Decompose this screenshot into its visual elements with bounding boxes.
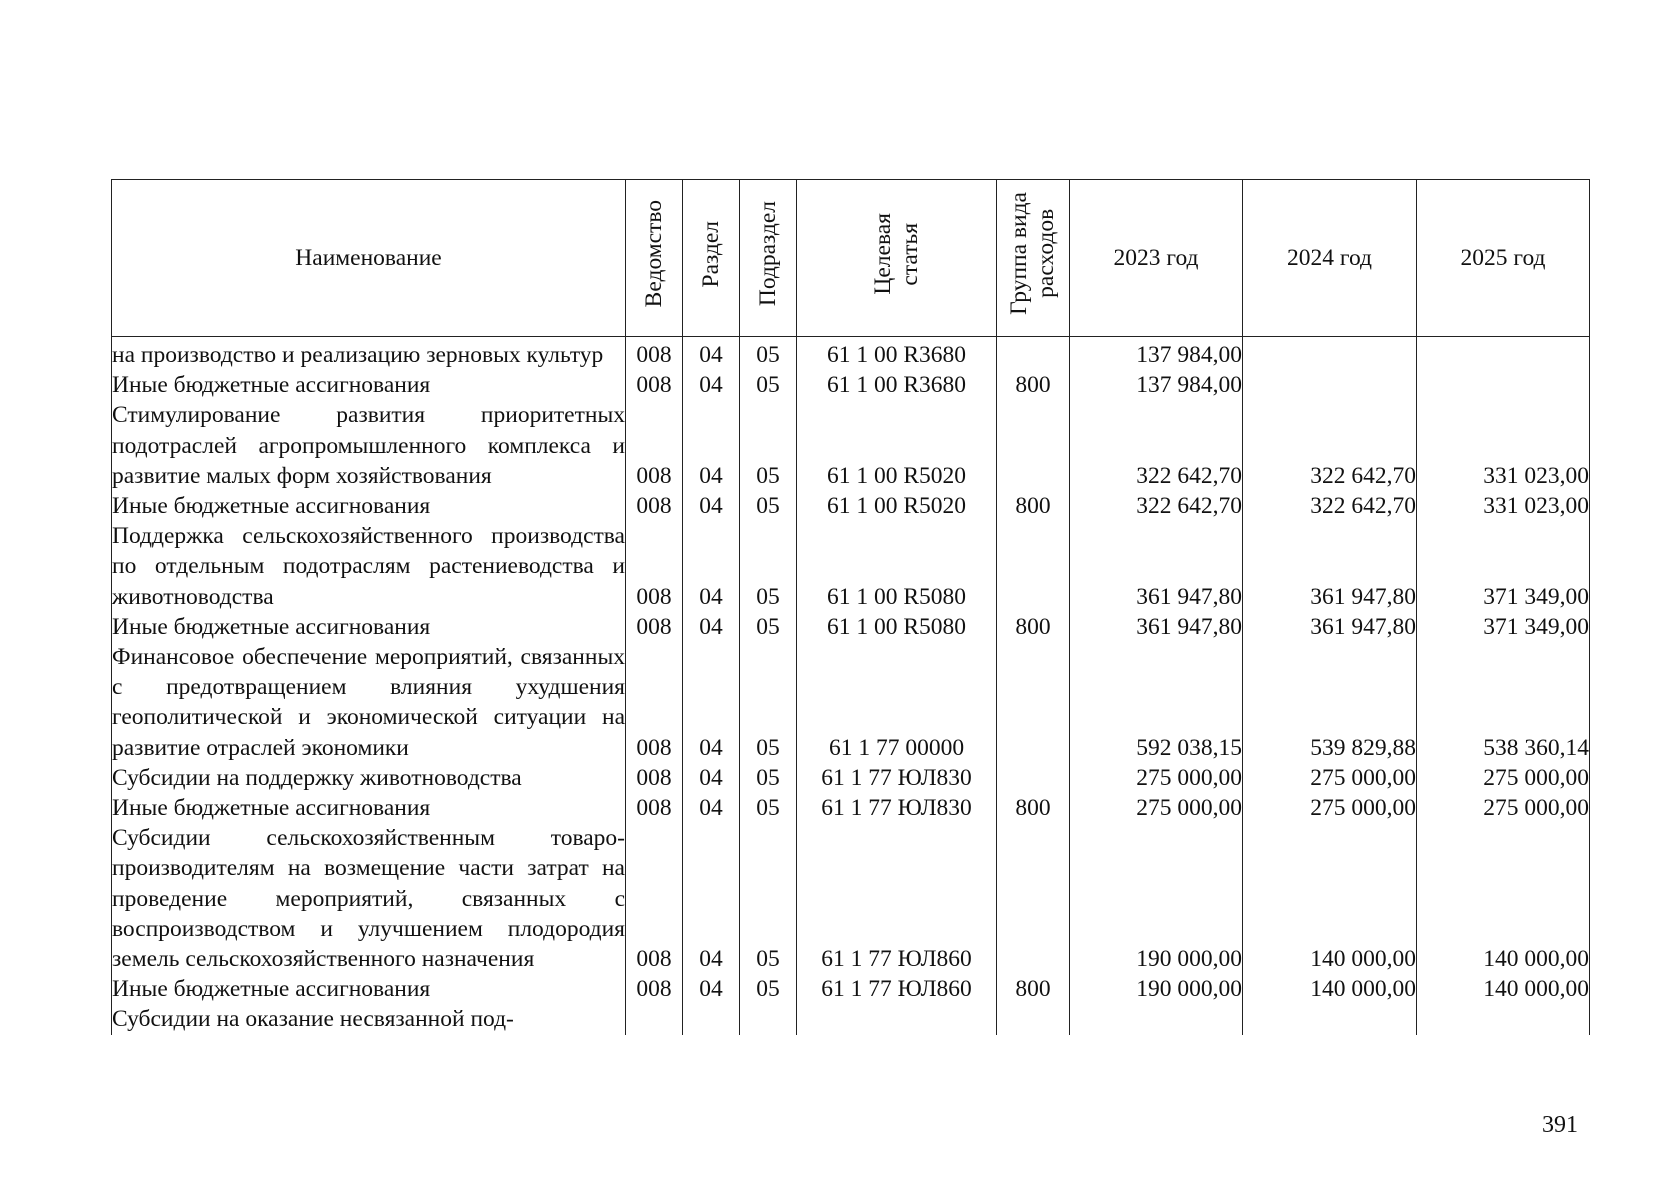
cell-2024	[1243, 337, 1417, 371]
header-gruppa-label: Группа вида расходов	[1006, 192, 1059, 316]
cell-2025	[1417, 1004, 1590, 1034]
cell-podrazdel: 05	[740, 612, 797, 642]
cell-razdel: 04	[683, 491, 740, 521]
cell-2024: 140 000,00	[1243, 974, 1417, 1004]
table-row	[112, 974, 1590, 1004]
cell-2023	[1070, 1004, 1243, 1034]
header-celevaya	[797, 180, 997, 337]
cell-name: Субсидии на поддержку животноводства	[112, 763, 626, 793]
cell-2024: 275 000,00	[1243, 793, 1417, 823]
cell-2023: 361 947,80	[1070, 521, 1243, 612]
header-2024: 2024 год	[1243, 180, 1417, 337]
table-row	[112, 521, 1590, 612]
cell-2024: 361 947,80	[1243, 612, 1417, 642]
header-celevaya-label: Целевая статья	[869, 213, 923, 295]
cell-podrazdel: 05	[740, 974, 797, 1004]
header-razdel-label: Раздел	[697, 220, 724, 288]
cell-podrazdel: 05	[740, 763, 797, 793]
cell-ved: 008	[626, 612, 683, 642]
cell-celevaya: 61 1 00 R3680	[797, 370, 997, 400]
cell-podrazdel: 05	[740, 521, 797, 612]
table-row	[112, 793, 1590, 823]
cell-gruppa: 800	[997, 612, 1070, 642]
cell-ved: 008	[626, 491, 683, 521]
cell-razdel: 04	[683, 642, 740, 763]
cell-razdel: 04	[683, 370, 740, 400]
cell-celevaya: 61 1 00 R5080	[797, 612, 997, 642]
cell-razdel	[683, 1004, 740, 1034]
cell-2024: 322 642,70	[1243, 491, 1417, 521]
table-row	[112, 612, 1590, 642]
cell-2025: 371 349,00	[1417, 521, 1590, 612]
cell-2025	[1417, 337, 1590, 371]
cell-celevaya: 61 1 77 ЮЛ830	[797, 793, 997, 823]
cell-podrazdel: 05	[740, 370, 797, 400]
cell-name: Финансовое обеспечение мероприятий, связанных с предотвращением влияния ухудшения геополитической и экономической ситуации на развитие отраслей экономики	[112, 642, 626, 763]
cell-gruppa	[997, 763, 1070, 793]
cell-2023: 322 642,70	[1070, 400, 1243, 491]
cell-podrazdel: 05	[740, 823, 797, 974]
cell-razdel: 04	[683, 763, 740, 793]
cell-gruppa	[997, 823, 1070, 974]
cell-podrazdel: 05	[740, 642, 797, 763]
cell-ved: 008	[626, 642, 683, 763]
cell-2024	[1243, 1004, 1417, 1034]
budget-table	[111, 179, 1590, 1035]
cell-podrazdel	[740, 1004, 797, 1034]
cell-ved: 008	[626, 823, 683, 974]
cell-ved: 008	[626, 337, 683, 371]
cell-ved: 008	[626, 400, 683, 491]
cell-name: Иные бюджетные ассигнования	[112, 491, 626, 521]
header-2025: 2025 год	[1417, 180, 1590, 337]
cell-2024	[1243, 370, 1417, 400]
cell-name: Иные бюджетные ассигнования	[112, 612, 626, 642]
table-row	[112, 1004, 1590, 1034]
cell-name: на производство и реализацию зерновых культур	[112, 337, 626, 371]
cell-2023: 137 984,00	[1070, 337, 1243, 371]
cell-celevaya: 61 1 77 ЮЛ830	[797, 763, 997, 793]
cell-podrazdel: 05	[740, 793, 797, 823]
header-ved	[626, 180, 683, 337]
cell-name: Иные бюджетные ассигнования	[112, 974, 626, 1004]
cell-2024: 140 000,00	[1243, 823, 1417, 974]
cell-2025: 140 000,00	[1417, 823, 1590, 974]
cell-ved: 008	[626, 370, 683, 400]
cell-2025	[1417, 370, 1590, 400]
header-gruppa	[997, 180, 1070, 337]
cell-2025: 371 349,00	[1417, 612, 1590, 642]
table-row	[112, 491, 1590, 521]
cell-name: Иные бюджетные ассигнования	[112, 793, 626, 823]
cell-2023: 190 000,00	[1070, 823, 1243, 974]
header-name: Наименование	[112, 180, 626, 337]
header-podrazdel	[740, 180, 797, 337]
table-body	[112, 337, 1590, 1035]
cell-2025: 275 000,00	[1417, 793, 1590, 823]
cell-razdel: 04	[683, 793, 740, 823]
table-header	[112, 180, 1590, 337]
cell-gruppa: 800	[997, 491, 1070, 521]
cell-gruppa: 800	[997, 974, 1070, 1004]
cell-ved	[626, 1004, 683, 1034]
cell-gruppa: 800	[997, 370, 1070, 400]
cell-razdel: 04	[683, 974, 740, 1004]
header-ved-label: Ведомство	[640, 200, 667, 308]
cell-2025: 140 000,00	[1417, 974, 1590, 1004]
cell-podrazdel: 05	[740, 491, 797, 521]
cell-2023: 190 000,00	[1070, 974, 1243, 1004]
cell-celevaya	[797, 1004, 997, 1034]
table-row	[112, 337, 1590, 371]
cell-razdel: 04	[683, 400, 740, 491]
cell-2025: 331 023,00	[1417, 400, 1590, 491]
cell-celevaya: 61 1 00 R3680	[797, 337, 997, 371]
page-number: 391	[1542, 1112, 1578, 1138]
cell-2024: 275 000,00	[1243, 763, 1417, 793]
cell-2024: 539 829,88	[1243, 642, 1417, 763]
cell-gruppa	[997, 400, 1070, 491]
cell-razdel: 04	[683, 823, 740, 974]
cell-gruppa: 800	[997, 793, 1070, 823]
cell-name: Поддержка сельскохозяйственного производства по отдельным подотраслям растениеводства и животноводства	[112, 521, 626, 612]
cell-podrazdel: 05	[740, 400, 797, 491]
cell-gruppa	[997, 337, 1070, 371]
cell-podrazdel: 05	[740, 337, 797, 371]
table-row	[112, 400, 1590, 491]
cell-name: Субсидии на оказание несвязанной под-	[112, 1004, 626, 1034]
cell-name: Стимулирование развития приоритетных подотраслей агропромышленного комплекса и развитие малых форм хозяйствования	[112, 400, 626, 491]
cell-celevaya: 61 1 00 R5020	[797, 491, 997, 521]
cell-ved: 008	[626, 793, 683, 823]
cell-name: Иные бюджетные ассигнования	[112, 370, 626, 400]
cell-2023: 137 984,00	[1070, 370, 1243, 400]
cell-celevaya: 61 1 77 ЮЛ860	[797, 823, 997, 974]
table-row	[112, 763, 1590, 793]
cell-celevaya: 61 1 77 ЮЛ860	[797, 974, 997, 1004]
cell-ved: 008	[626, 763, 683, 793]
cell-2025: 331 023,00	[1417, 491, 1590, 521]
header-2023: 2023 год	[1070, 180, 1243, 337]
header-razdel	[683, 180, 740, 337]
table-row	[112, 370, 1590, 400]
cell-2023: 275 000,00	[1070, 793, 1243, 823]
table-row	[112, 823, 1590, 974]
cell-gruppa	[997, 642, 1070, 763]
cell-2025: 275 000,00	[1417, 763, 1590, 793]
cell-2023: 322 642,70	[1070, 491, 1243, 521]
cell-2024: 322 642,70	[1243, 400, 1417, 491]
cell-celevaya: 61 1 77 00000	[797, 642, 997, 763]
cell-celevaya: 61 1 00 R5080	[797, 521, 997, 612]
header-podrazdel-label: Подраздел	[754, 201, 781, 307]
cell-celevaya: 61 1 00 R5020	[797, 400, 997, 491]
cell-gruppa	[997, 521, 1070, 612]
table-row	[112, 642, 1590, 763]
cell-2023: 361 947,80	[1070, 612, 1243, 642]
cell-name: Субсидии сельскохозяйственным товаропроизводителям на возмещение части затрат на проведение мероприятий, связанных с воспроизводством и улучшением плодородия земель сельскохозяйственного назначения	[112, 823, 626, 974]
cell-2024: 361 947,80	[1243, 521, 1417, 612]
cell-razdel: 04	[683, 337, 740, 371]
cell-2025: 538 360,14	[1417, 642, 1590, 763]
cell-razdel: 04	[683, 612, 740, 642]
cell-ved: 008	[626, 974, 683, 1004]
cell-razdel: 04	[683, 521, 740, 612]
cell-2023: 275 000,00	[1070, 763, 1243, 793]
cell-2023: 592 038,15	[1070, 642, 1243, 763]
cell-ved: 008	[626, 521, 683, 612]
cell-gruppa	[997, 1004, 1070, 1034]
